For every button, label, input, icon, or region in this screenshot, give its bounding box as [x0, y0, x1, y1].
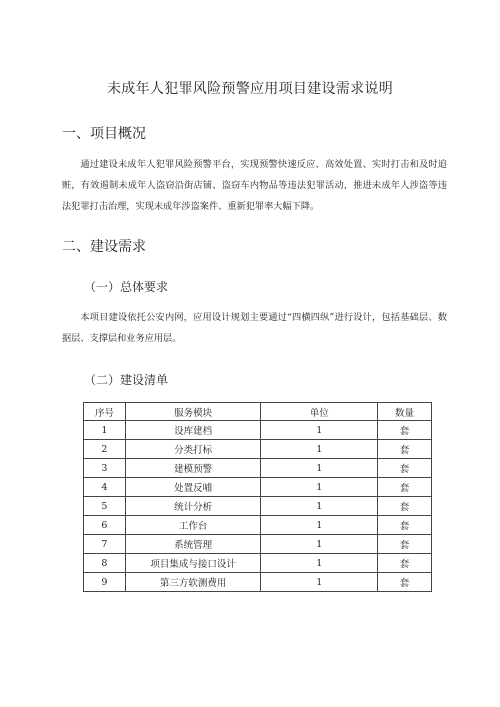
cell-index: 5 [84, 497, 126, 516]
cell-quantity: 套 [378, 440, 432, 459]
section-heading-requirements: 二、建设需求 [62, 239, 146, 255]
checklist-table [83, 402, 432, 592]
table-row [84, 516, 432, 535]
cell-unit: 1 [261, 421, 378, 440]
cell-index: 6 [84, 516, 126, 535]
header-module: 服务模块 [125, 403, 261, 421]
table-row [84, 421, 432, 440]
table-row [84, 554, 432, 573]
cell-unit: 1 [261, 459, 378, 478]
table-row [84, 459, 432, 478]
cell-module: 项目集成与接口设计 [125, 554, 261, 573]
cell-unit: 1 [261, 554, 378, 573]
table-row [84, 573, 432, 592]
cell-index: 4 [84, 478, 126, 497]
cell-quantity: 套 [378, 497, 432, 516]
header-quantity: 数量 [378, 403, 432, 421]
subsection-heading-checklist: （二）建设清单 [84, 373, 169, 387]
cell-module: 设库建档 [125, 421, 261, 440]
cell-unit: 1 [261, 516, 378, 535]
overview-paragraph: 通过建设未成年人犯罪风险预警平台，实现预警快速反应、高效处置、实时打击和及时追赃，有效遏制未成年人盗窃沿街店铺、盗窃车内物品等违法犯罪活动，推进未成年人涉盗等违法犯罪打击治理，实现未成年涉盗案件、重新犯罪率大幅下降。 [62, 159, 447, 212]
cell-quantity: 套 [378, 478, 432, 497]
cell-index: 3 [84, 459, 126, 478]
header-index: 序号 [84, 403, 126, 421]
section-heading-overview: 一、项目概况 [62, 126, 146, 142]
cell-module: 工作台 [125, 516, 261, 535]
cell-index: 8 [84, 554, 126, 573]
cell-index: 1 [84, 421, 126, 440]
cell-module: 分类打标 [125, 440, 261, 459]
table-row [84, 535, 432, 554]
cell-index: 9 [84, 573, 126, 592]
cell-module: 建模预警 [125, 459, 261, 478]
general-requirements-paragraph: 本项目建设依托公安内网，应用设计规划主要通过“四横四纵”进行设计，包括基础层、数据层、支撑层和业务应用层。 [62, 312, 447, 344]
cell-module: 统计分析 [125, 497, 261, 516]
header-unit: 单位 [261, 403, 378, 421]
subsection-heading-general: （一）总体要求 [84, 280, 169, 294]
cell-module: 处置反哺 [125, 478, 261, 497]
cell-quantity: 套 [378, 573, 432, 592]
cell-quantity: 套 [378, 535, 432, 554]
cell-module: 第三方软测费用 [125, 573, 261, 592]
cell-quantity: 套 [378, 459, 432, 478]
table-row [84, 497, 432, 516]
cell-unit: 1 [261, 497, 378, 516]
cell-module: 系统管理 [125, 535, 261, 554]
table-header-row [84, 403, 432, 421]
cell-unit: 1 [261, 478, 378, 497]
cell-index: 7 [84, 535, 126, 554]
cell-quantity: 套 [378, 554, 432, 573]
cell-quantity: 套 [378, 421, 432, 440]
document-title: 未成年人犯罪风险预警应用项目建设需求说明 [107, 81, 393, 97]
cell-quantity: 套 [378, 516, 432, 535]
table-row [84, 440, 432, 459]
cell-unit: 1 [261, 440, 378, 459]
cell-unit: 1 [261, 573, 378, 592]
cell-index: 2 [84, 440, 126, 459]
table-row [84, 478, 432, 497]
cell-unit: 1 [261, 535, 378, 554]
